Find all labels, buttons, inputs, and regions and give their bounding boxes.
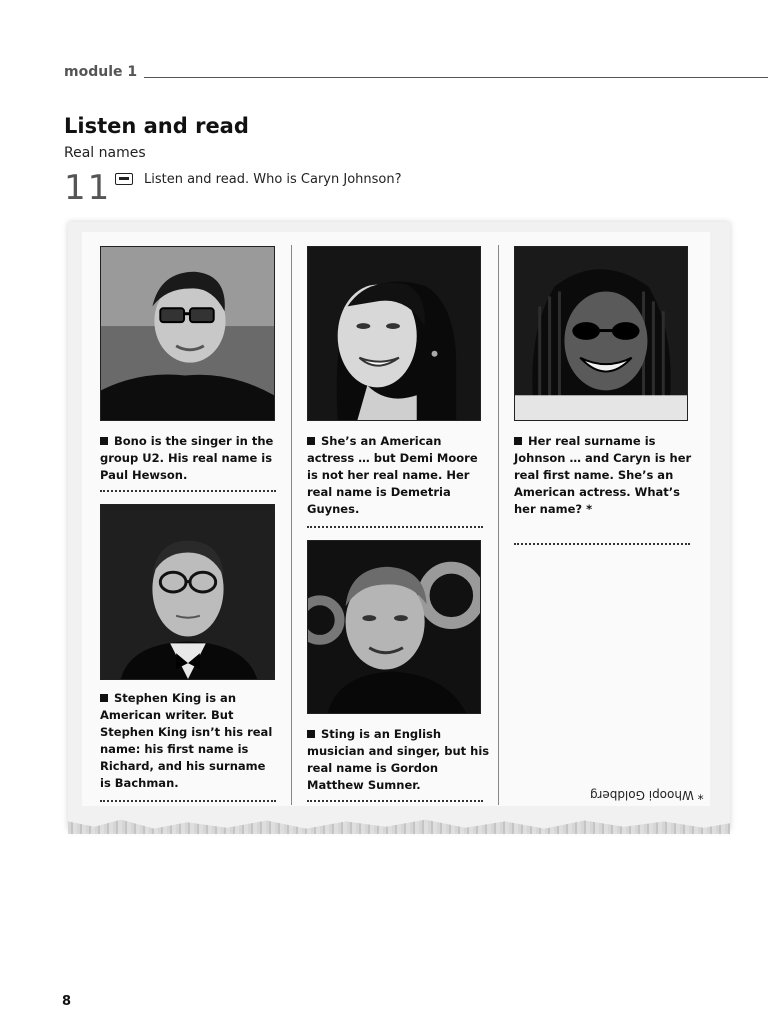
caption-whoopi-goldberg [514,433,692,518]
bullet-square [100,437,108,445]
column-divider [498,245,499,805]
cassette-icon [115,173,133,185]
upside-down-footnote: * Whoopi Goldberg [590,788,704,802]
answer-dotted-line [100,490,276,492]
answer-dotted-line [100,800,276,802]
photo-sting [307,540,481,714]
caption-text: Her real surname is Johnson … and Caryn is her real first name. She’s an American actress. What’s her name? * [514,434,692,516]
bullet-square [514,437,522,445]
caption-text: Stephen King is an American writer. But Stephen King isn’t his real name: his first name is Richard, and his surname is Bachman. [100,691,273,790]
answer-dotted-line [307,526,483,528]
bullet-square [100,694,108,702]
bullet-square [307,730,315,738]
caption-bono [100,433,280,484]
answer-dotted-line [514,543,690,545]
photo-stephen-king [100,504,275,680]
caption-text: Bono is the singer in the group U2. His real name is Paul Hewson. [100,434,274,482]
page-subtitle: Real names [64,145,146,161]
photo-demi-moore [307,246,481,421]
photo-whoopi-goldberg [514,246,688,421]
caption-stephen-king [100,690,280,792]
caption-text: She’s an American actress … but Demi Moore is not her real name. Her real name is Demetria Guynes. [307,434,478,516]
exercise-number: 11 [64,168,112,208]
page-number: 8 [62,994,72,1009]
module-label: module 1 [64,64,138,80]
caption-sting [307,726,491,794]
exercise-instruction: Listen and read. Who is Caryn Johnson? [144,172,402,187]
page-title: Listen and read [64,114,249,138]
column-divider [291,245,292,805]
bullet-square [307,437,315,445]
photo-bono [100,246,275,421]
caption-demi-moore [307,433,487,518]
answer-dotted-line [307,800,483,802]
caption-text: Sting is an English musician and singer, but his real name is Gordon Matthew Sumner. [307,727,490,792]
module-rule [144,77,768,78]
